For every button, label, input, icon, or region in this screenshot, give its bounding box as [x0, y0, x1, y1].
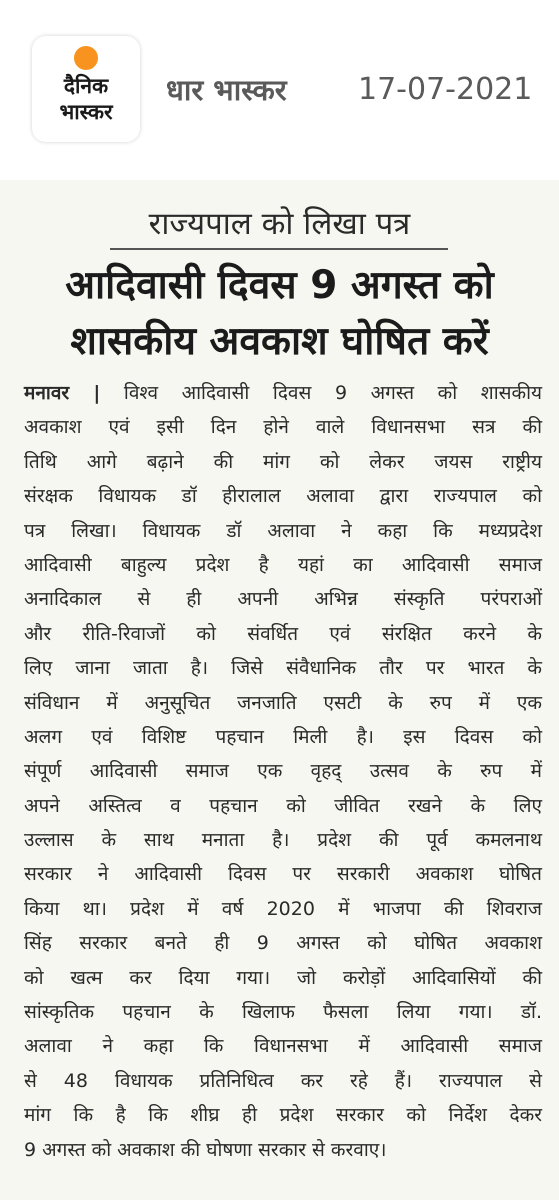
headline-line-1: आदिवासी दिवस 9 अगस्त को — [65, 263, 494, 308]
body-line: और रीति-रिवाजों को संवर्धित एवं संरक्षित करने के — [24, 622, 542, 645]
body-line: संरक्षक विधायक डॉ हीरालाल अलावा द्वारा राज्यपाल को — [24, 485, 542, 508]
dainik-bhaskar-logo[interactable] — [32, 36, 140, 142]
body-line: सरकार ने आदिवासी दिवस पर सरकारी अवकाश घोषित — [24, 863, 542, 886]
body-line: आदिवासी बाहुल्य प्रदेश है यहां का आदिवासी समाज — [24, 553, 542, 576]
body-line — [24, 376, 542, 410]
body-line: अपने अस्तित्व व पहचान को जीवित रखने के लिए — [24, 794, 542, 817]
sun-icon — [74, 46, 98, 70]
logo-text-line2: भास्कर — [59, 100, 113, 124]
news-clipping — [0, 180, 559, 1200]
article-kicker: राज्यपाल को लिखा पत्र — [148, 206, 411, 242]
body-line: से 48 विधायक प्रतिनिधित्व कर रहे हैं। राज्यपाल से — [24, 1069, 542, 1092]
body-line: अलावा ने कहा कि विधानसभा में आदिवासी समाज — [24, 1035, 542, 1058]
body-line: सांस्कृतिक पहचान के खिलाफ फैसला लिया गया। डॉ. — [24, 1001, 542, 1024]
body-line: पत्र लिखा। विधायक डॉ अलावा ने कहा कि मध्यप्रदेश — [24, 519, 542, 542]
body-line: उल्लास के साथ मनाता है। प्रदेश की पूर्व कमलनाथ — [24, 829, 542, 852]
body-line: अनादिकाल से ही अपनी अभिन्न संस्कृति परंपराओं — [24, 588, 542, 611]
headline-line-2: शासकीय अवकाश घोषित करें — [70, 319, 489, 364]
app-header — [0, 0, 559, 170]
article-body — [24, 376, 542, 1167]
body-line: लिए जाना जाता है। जिसे संवैधानिक तौर पर भारत के — [24, 657, 542, 680]
body-line: संविधान में अनुसूचित जनजाति एसटी के रुप में एक — [24, 691, 542, 714]
body-line: संपूर्ण आदिवासी समाज एक वृहद् उत्सव के रुप में — [24, 760, 542, 783]
body-line: मांग कि है कि शीघ्र ही प्रदेश सरकार को निर्देश देकर — [24, 1104, 542, 1127]
body-line: को खत्म कर दिया गया। जो करोड़ों आदिवासियों की — [24, 966, 542, 989]
kicker-underline — [110, 248, 448, 250]
logo-text-line1: दैनिक — [63, 74, 109, 98]
body-line-text: विश्व आदिवासी दिवस 9 अगस्त को शासकीय — [123, 382, 543, 404]
edition-name: धार भास्कर — [166, 73, 287, 107]
body-line: किया था। प्रदेश में वर्ष 2020 में भाजपा की शिवराज — [24, 897, 542, 920]
dateline: मनावर | — [24, 382, 101, 404]
body-line: अलग एवं विशिष्ट पहचान मिली है। इस दिवस को — [24, 725, 542, 748]
body-line: तिथि आगे बढ़ाने की मांग को लेकर जयस राष्ट्रीय — [24, 450, 542, 473]
body-line: 9 अगस्त को अवकाश की घोषणा सरकार से करवाए। — [24, 1138, 387, 1161]
body-line: अवकाश एवं इसी दिन होने वाले विधानसभा सत्र की — [24, 416, 542, 439]
body-line: सिंह सरकार बनते ही 9 अगस्त को घोषित अवकाश — [24, 932, 542, 955]
publication-date: 17-07-2021 — [358, 72, 533, 107]
